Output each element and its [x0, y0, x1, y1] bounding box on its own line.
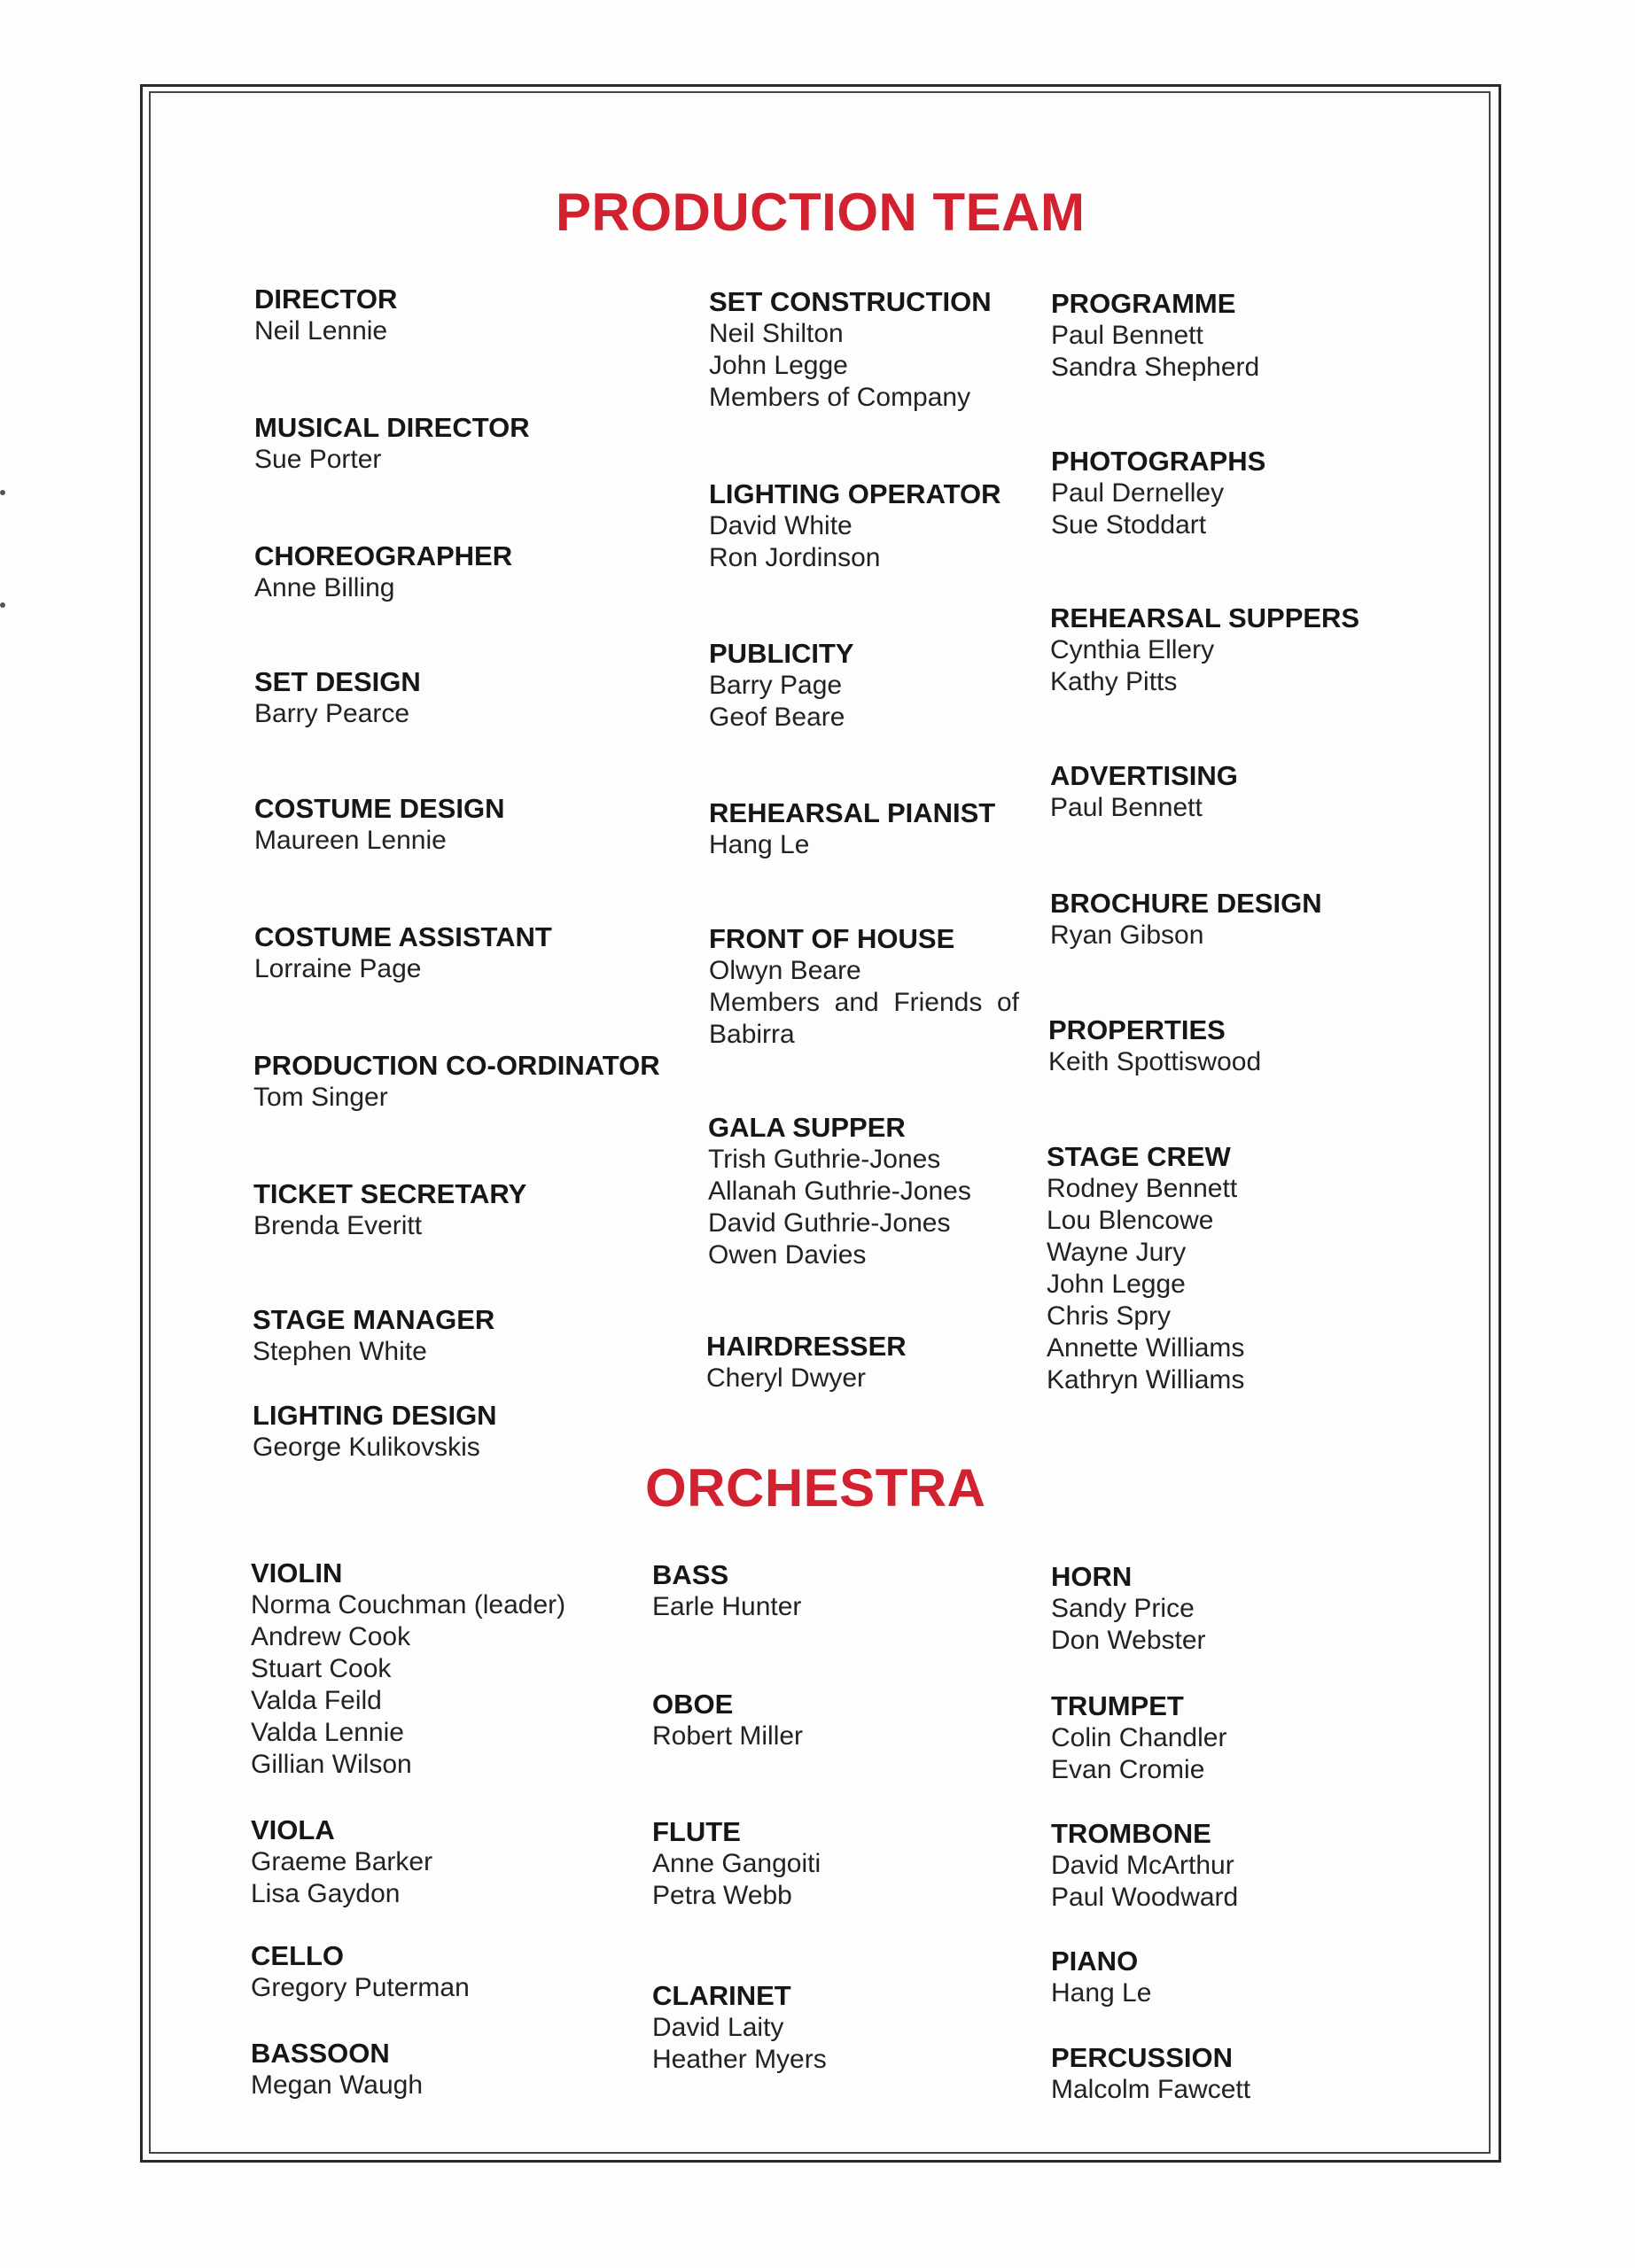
person-name: Gillian Wilson [251, 1750, 412, 1779]
person-name: Robert Miller [652, 1721, 804, 1751]
brochure-design-credit [1050, 888, 1322, 951]
flute-credit [652, 1816, 821, 1912]
front-of-house-credit [709, 923, 1019, 1051]
person-name: Tom Singer [253, 1083, 388, 1112]
role-label: HAIRDRESSER [706, 1331, 907, 1362]
role-label: PHOTOGRAPHS [1051, 446, 1266, 477]
person-name: Brenda Everitt [253, 1211, 423, 1240]
rehearsal-pianist-credit [709, 797, 995, 861]
role-label: BROCHURE DESIGN [1050, 888, 1322, 919]
set-design-credit [254, 666, 421, 730]
person-name: Cynthia Ellery [1050, 635, 1215, 664]
person-name: David Guthrie-Jones [708, 1208, 951, 1238]
properties-credit [1048, 1014, 1261, 1078]
choreographer-credit [254, 540, 512, 604]
role-label: BASSOON [251, 2038, 390, 2069]
person-name: Sue Stoddart [1051, 510, 1207, 540]
role-label: FRONT OF HOUSE [709, 923, 955, 954]
set-construction-credit [709, 286, 992, 414]
person-name: Kathryn Williams [1047, 1365, 1245, 1394]
scan-mark [0, 490, 5, 495]
cello-credit [251, 1940, 470, 2004]
oboe-credit [652, 1689, 803, 1752]
role-label: PERCUSSION [1051, 2042, 1233, 2073]
person-name: Megan Waugh [251, 2070, 424, 2100]
lighting-design-credit [253, 1400, 497, 1464]
role-label: PROPERTIES [1048, 1014, 1226, 1045]
person-name: Olwyn Beare [709, 956, 861, 985]
costume-assistant-credit [254, 921, 552, 985]
programme-credit [1051, 288, 1259, 384]
percussion-credit [1051, 2042, 1250, 2106]
person-name: Keith Spottiswood [1048, 1047, 1262, 1076]
role-label: HORN [1051, 1561, 1133, 1592]
person-name: Paul Dernelley [1051, 478, 1225, 508]
person-name: Colin Chandler [1051, 1723, 1227, 1752]
person-name: Sue Porter [254, 445, 382, 474]
person-name: Rodney Bennett [1047, 1174, 1238, 1203]
advertising-credit [1050, 760, 1238, 824]
person-name: Valda Lennie [251, 1718, 404, 1747]
person-name: Malcolm Fawcett [1051, 2075, 1251, 2104]
scan-mark [0, 602, 5, 608]
stage-crew-credit [1047, 1141, 1244, 1396]
person-name: Annette Williams [1047, 1333, 1245, 1363]
person-name: Members of Company [709, 383, 971, 412]
viola-credit [251, 1814, 432, 1910]
person-name: Cheryl Dwyer [706, 1363, 867, 1393]
person-name: Heather Myers [652, 2045, 827, 2074]
person-name: Neil Lennie [254, 316, 388, 346]
person-name: Don Webster [1051, 1626, 1206, 1655]
person-name: Ron Jordinson [709, 543, 881, 572]
person-name: John Legge [709, 351, 848, 380]
person-name: Lisa Gaydon [251, 1879, 401, 1908]
person-name: David White [709, 511, 853, 540]
trumpet-credit [1051, 1690, 1226, 1786]
production-team-heading: PRODUCTION TEAM [556, 183, 1086, 242]
person-name: Lorraine Page [254, 954, 422, 983]
person-name: Graeme Barker [251, 1847, 433, 1876]
role-label: SET DESIGN [254, 666, 421, 697]
person-name: Evan Cromie [1051, 1755, 1205, 1784]
bassoon-credit [251, 2038, 423, 2101]
person-name: Sandra Shepherd [1051, 353, 1260, 382]
person-name: Maureen Lennie [254, 826, 447, 855]
role-label: REHEARSAL PIANIST [709, 797, 996, 828]
ticket-secretary-credit [253, 1178, 526, 1242]
trombone-credit [1051, 1818, 1238, 1914]
person-name: Hang Le [1051, 1978, 1152, 2008]
photographs-credit [1051, 446, 1265, 541]
person-name: Petra Webb [652, 1881, 792, 1910]
role-label: DIRECTOR [254, 284, 398, 315]
person-name: Norma Couchman (leader) [251, 1590, 566, 1619]
role-label: SET CONSTRUCTION [709, 286, 992, 317]
role-label: VIOLA [251, 1814, 335, 1845]
role-label: PROGRAMME [1051, 288, 1236, 319]
role-label: VIOLIN [251, 1557, 343, 1588]
person-name: Geof Beare [709, 703, 845, 732]
role-label: PIANO [1051, 1946, 1139, 1977]
person-name: Paul Bennett [1051, 321, 1203, 350]
orchestra-heading: ORCHESTRA [645, 1458, 986, 1518]
role-label: OBOE [652, 1689, 734, 1720]
person-name: Allanah Guthrie-Jones [708, 1177, 971, 1206]
person-name: Anne Billing [254, 573, 395, 602]
person-name: Hang Le [709, 830, 810, 859]
bass-credit [652, 1559, 801, 1623]
person-name: Chris Spry [1047, 1301, 1172, 1331]
publicity-credit [709, 638, 854, 734]
person-name: Members and Friends of Babirra [709, 988, 1019, 1049]
person-name: Valda Feild [251, 1686, 382, 1715]
role-label: BASS [652, 1559, 729, 1590]
gala-supper-credit [708, 1112, 971, 1271]
piano-credit [1051, 1946, 1151, 2009]
role-label: STAGE CREW [1047, 1141, 1231, 1172]
person-name: George Kulikovskis [253, 1433, 480, 1462]
musical-director-credit [254, 412, 530, 476]
production-co-ordinator-credit [253, 1050, 660, 1114]
lighting-operator-credit [709, 478, 1001, 574]
person-name: Kathy Pitts [1050, 667, 1178, 696]
person-name: Wayne Jury [1047, 1238, 1187, 1267]
role-label: MUSICAL DIRECTOR [254, 412, 530, 443]
person-name: Barry Pearce [254, 699, 410, 728]
role-label: STAGE MANAGER [253, 1304, 495, 1335]
role-label: TRUMPET [1051, 1690, 1184, 1721]
role-label: ADVERTISING [1050, 760, 1238, 791]
person-name: Barry Page [709, 671, 843, 700]
person-name: John Legge [1047, 1270, 1186, 1299]
person-name: David Laity [652, 2013, 784, 2042]
person-name: Andrew Cook [251, 1622, 411, 1651]
role-label: TROMBONE [1051, 1818, 1211, 1849]
role-label: FLUTE [652, 1816, 741, 1847]
person-name: Earle Hunter [652, 1592, 802, 1621]
role-label: REHEARSAL SUPPERS [1050, 602, 1360, 633]
person-name: Gregory Puterman [251, 1973, 470, 2002]
role-label: COSTUME ASSISTANT [254, 921, 552, 952]
role-label: LIGHTING DESIGN [253, 1400, 497, 1431]
person-name: Trish Guthrie-Jones [708, 1145, 941, 1174]
director-credit [254, 284, 397, 347]
person-name: Ryan Gibson [1050, 920, 1204, 950]
costume-design-credit [254, 793, 504, 857]
person-name: Anne Gangoiti [652, 1849, 821, 1878]
person-name: Neil Shilton [709, 319, 844, 348]
role-label: PUBLICITY [709, 638, 854, 669]
person-name: David McArthur [1051, 1851, 1234, 1880]
person-name: Lou Blencowe [1047, 1206, 1214, 1235]
person-name: Stuart Cook [251, 1654, 392, 1683]
hairdresser-credit [706, 1331, 907, 1394]
rehearsal-suppers-credit [1050, 602, 1359, 698]
violin-credit [251, 1557, 565, 1781]
horn-credit [1051, 1561, 1206, 1657]
role-label: CLARINET [652, 1980, 791, 2011]
clarinet-credit [652, 1980, 827, 2076]
role-label: TICKET SECRETARY [253, 1178, 527, 1209]
stage-manager-credit [253, 1304, 494, 1368]
role-label: CHOREOGRAPHER [254, 540, 513, 571]
role-label: LIGHTING OPERATOR [709, 478, 1001, 509]
person-name: Owen Davies [708, 1240, 867, 1270]
person-name: Paul Woodward [1051, 1883, 1239, 1912]
role-label: GALA SUPPER [708, 1112, 906, 1143]
role-label: PRODUCTION CO-ORDINATOR [253, 1050, 660, 1081]
person-name: Stephen White [253, 1337, 427, 1366]
person-name: Sandy Price [1051, 1594, 1195, 1623]
role-label: CELLO [251, 1940, 345, 1971]
person-name: Paul Bennett [1050, 793, 1203, 822]
role-label: COSTUME DESIGN [254, 793, 505, 824]
